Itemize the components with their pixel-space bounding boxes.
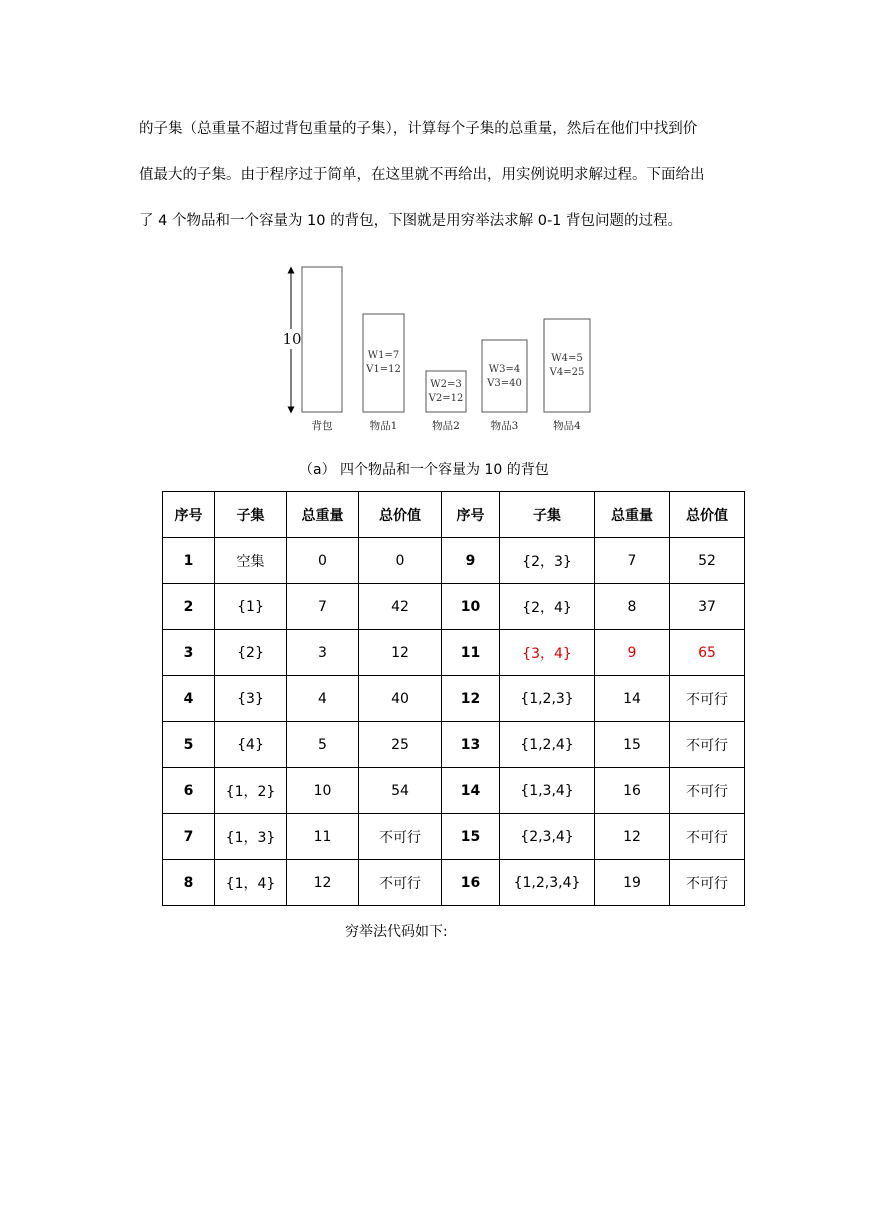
knapsack-box: [302, 267, 342, 412]
subset-cell: {1,2,3}: [500, 676, 595, 722]
item-3-weight: W3=4: [488, 364, 521, 375]
knapsack-figure: [270, 258, 610, 438]
index-cell: 3: [163, 630, 215, 676]
subset-header: 子集: [500, 492, 595, 538]
total-weight-header: 总重量: [595, 492, 670, 538]
subset-cell: {1，2}: [215, 768, 287, 814]
table-row: [163, 676, 745, 722]
item-2-weight: W2=3: [430, 379, 462, 390]
item-4-box: [544, 319, 590, 412]
total-value-cell: 0: [359, 538, 442, 584]
total-weight-cell: 0: [287, 538, 359, 584]
total-weight-cell: 7: [287, 584, 359, 630]
total-value-cell: 42: [359, 584, 442, 630]
total-value-cell: 不可行: [670, 814, 745, 860]
table-row: [163, 722, 745, 768]
item-1-weight: W1=7: [367, 350, 400, 361]
index-header: 序号: [163, 492, 215, 538]
total-weight-cell: 19: [595, 860, 670, 906]
subset-cell: {2,3,4}: [500, 814, 595, 860]
subset-cell: 空集: [215, 538, 287, 584]
total-value-cell: 不可行: [670, 768, 745, 814]
total-value-cell: 不可行: [670, 676, 745, 722]
enumeration-table: [162, 491, 745, 906]
total-weight-cell: 8: [595, 584, 670, 630]
index-cell: 2: [163, 584, 215, 630]
total-value-cell: 不可行: [670, 860, 745, 906]
table-row: [163, 860, 745, 906]
table-row: [163, 584, 745, 630]
item-3-label: 物品3: [490, 420, 519, 432]
code-intro-text: 穷举法代码如下:: [345, 924, 448, 940]
total-value-cell: 不可行: [359, 814, 442, 860]
total-value-cell: 65: [670, 630, 745, 676]
total-weight-cell: 11: [287, 814, 359, 860]
subset-cell: {1,2,4}: [500, 722, 595, 768]
total-value-cell: 54: [359, 768, 442, 814]
total-weight-cell: 9: [595, 630, 670, 676]
total-weight-cell: 3: [287, 630, 359, 676]
subset-cell: {1，4}: [215, 860, 287, 906]
total-value-cell: 52: [670, 538, 745, 584]
total-value-cell: 37: [670, 584, 745, 630]
knapsack-label: 背包: [311, 420, 333, 432]
item-2-label: 物品2: [432, 420, 460, 432]
subset-cell: {1}: [215, 584, 287, 630]
item-1-box: [363, 314, 404, 412]
subset-cell: {4}: [215, 722, 287, 768]
table-row: [163, 630, 745, 676]
subset-cell: {3，4}: [500, 630, 595, 676]
index-cell: 13: [442, 722, 500, 768]
subset-cell: {2，3}: [500, 538, 595, 584]
item-1-label: 物品1: [369, 420, 398, 432]
item-2-value: V2=12: [428, 393, 464, 404]
index-cell: 11: [442, 630, 500, 676]
subset-cell: {1,3,4}: [500, 768, 595, 814]
paragraph-line-2: 值最大的子集。由于程序过于简单，在这里就不再给出，用实例说明求解过程。下面给出: [139, 167, 705, 183]
item-4-weight: W4=5: [551, 353, 583, 364]
index-header: 序号: [442, 492, 500, 538]
index-cell: 4: [163, 676, 215, 722]
capacity-label: 10: [282, 330, 302, 348]
total-weight-cell: 4: [287, 676, 359, 722]
total-value-cell: 25: [359, 722, 442, 768]
index-cell: 14: [442, 768, 500, 814]
subset-header: 子集: [215, 492, 287, 538]
index-cell: 9: [442, 538, 500, 584]
total-value-cell: 12: [359, 630, 442, 676]
subset-cell: {2，4}: [500, 584, 595, 630]
table-row: [163, 538, 745, 584]
total-value-cell: 不可行: [359, 860, 442, 906]
total-weight-cell: 12: [595, 814, 670, 860]
total-value-cell: 40: [359, 676, 442, 722]
table-header-row: [163, 492, 745, 538]
total-weight-cell: 15: [595, 722, 670, 768]
index-cell: 5: [163, 722, 215, 768]
index-cell: 16: [442, 860, 500, 906]
index-cell: 12: [442, 676, 500, 722]
total-weight-cell: 12: [287, 860, 359, 906]
paragraph-line-1: 的子集（总重量不超过背包重量的子集），计算每个子集的总重量，然后在他们中找到价: [139, 121, 698, 137]
total-weight-cell: 16: [595, 768, 670, 814]
subset-cell: {1，3}: [215, 814, 287, 860]
total-weight-header: 总重量: [287, 492, 359, 538]
item-1-value: V1=12: [366, 364, 401, 375]
figure-caption: （a） 四个物品和一个容量为 10 的背包: [299, 462, 549, 478]
item-4-value: V4=25: [549, 367, 585, 378]
index-cell: 8: [163, 860, 215, 906]
table-row: [163, 768, 745, 814]
table-row: [163, 814, 745, 860]
total-weight-cell: 5: [287, 722, 359, 768]
index-cell: 10: [442, 584, 500, 630]
item-2-box: [426, 371, 466, 412]
total-weight-cell: 7: [595, 538, 670, 584]
subset-cell: {3}: [215, 676, 287, 722]
subset-cell: {1,2,3,4}: [500, 860, 595, 906]
index-cell: 1: [163, 538, 215, 584]
total-weight-cell: 10: [287, 768, 359, 814]
item-3-box: [482, 340, 527, 412]
total-value-cell: 不可行: [670, 722, 745, 768]
index-cell: 15: [442, 814, 500, 860]
total-value-header: 总价值: [359, 492, 442, 538]
paragraph-line-3: 了 4 个物品和一个容量为 10 的背包，下图就是用穷举法求解 0-1 背包问题的过程。: [139, 213, 683, 229]
index-cell: 7: [163, 814, 215, 860]
total-weight-cell: 14: [595, 676, 670, 722]
index-cell: 6: [163, 768, 215, 814]
item-4-label: 物品4: [553, 420, 581, 432]
subset-cell: {2}: [215, 630, 287, 676]
item-3-value: V3=40: [487, 378, 522, 389]
knapsack-diagram: [270, 258, 610, 438]
total-value-header: 总价值: [670, 492, 745, 538]
